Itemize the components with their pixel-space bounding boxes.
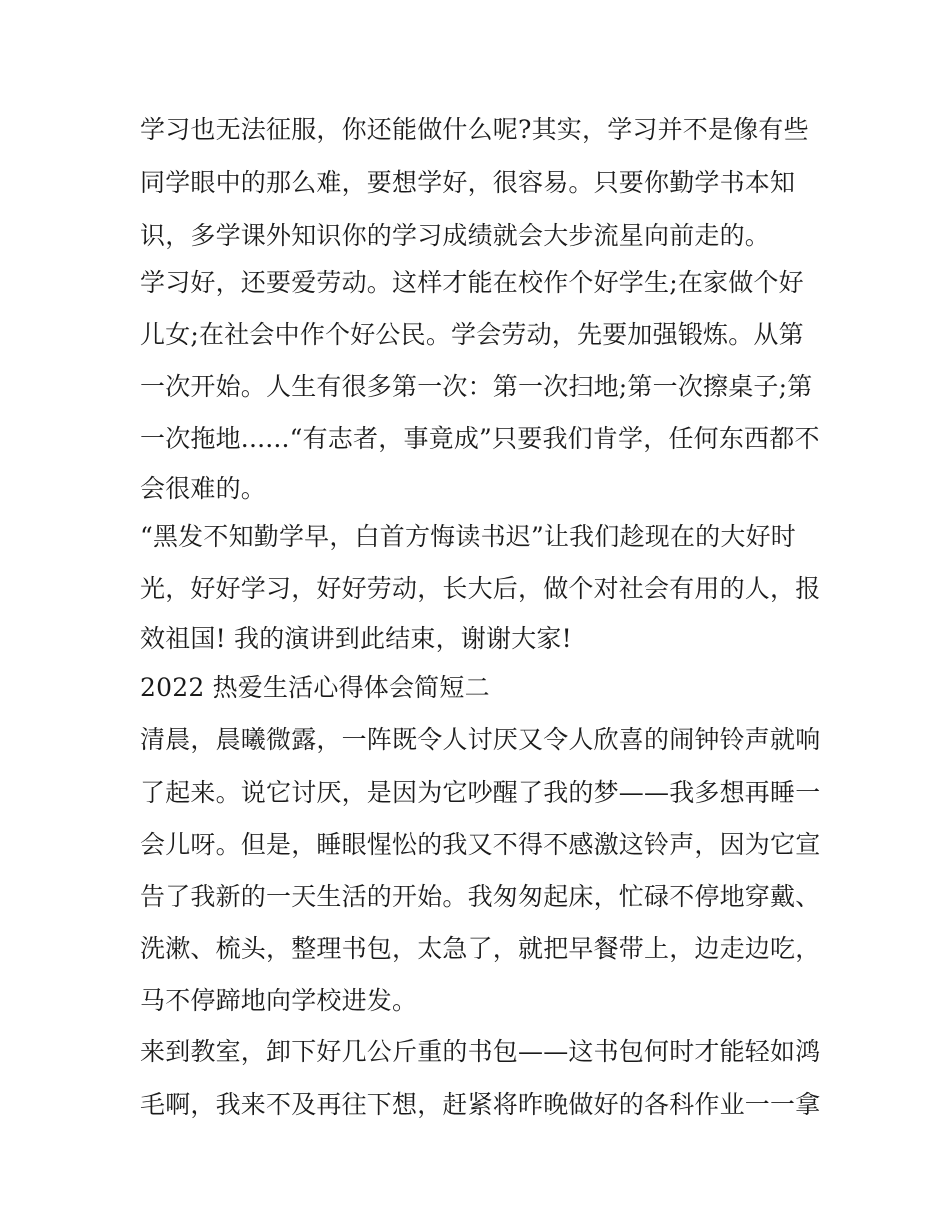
text-line: 学习好，还要爱劳动。这样才能在校作个好学生;在家做个好 — [140, 268, 804, 297]
text-line: 会儿呀。但是，睡眼惺忪的我又不得不感激这铃声，因为它宣 — [140, 830, 821, 859]
text-line: 同学眼中的那么难，要想学好，很容易。只要你勤学书本知 — [140, 168, 796, 197]
text-line: 会很难的。 — [140, 474, 267, 503]
text-line: 清晨，晨曦微露，一阵既令人讨厌又令人欣喜的闹钟铃声就响 — [140, 725, 821, 754]
text-line: 洗漱、梳头，整理书包，太急了，就把早餐带上，边走边吃， — [140, 934, 821, 963]
text-line: 告了我新的一天生活的开始。我匆匆起床，忙碌不停地穿戴、 — [140, 882, 821, 911]
text-line: 马不停蹄地向学校进发。 — [140, 986, 418, 1015]
text-line: 效祖国! 我的演讲到此结束，谢谢大家! — [140, 624, 572, 653]
text-line: 识，多学课外知识你的学习成绩就会大步流星向前走的。 — [140, 221, 771, 250]
text-line: 光，好好学习，好好劳动，长大后，做个对社会有用的人，报 — [140, 574, 821, 603]
text-line: 一次拖地......“有志者，事竟成”只要我们肯学，任何东西都不 — [140, 424, 820, 453]
text-line: 学习也无法征服，你还能做什么呢?其实，学习并不是像有些 — [140, 115, 809, 144]
text-line: “黑发不知勤学早，白首方悔读书迟”让我们趁现在的大好时 — [140, 522, 796, 551]
text-line: 一次开始。人生有很多第一次：第一次扫地;第一次擦桌子;第 — [140, 372, 813, 401]
section-heading: 2022 热爱生活心得体会简短二 — [140, 673, 490, 702]
text-line: 了起来。说它讨厌，是因为它吵醒了我的梦——我多想再睡一 — [140, 778, 821, 807]
text-line: 来到教室，卸下好几公斤重的书包——这书包何时才能轻如鸿 — [140, 1037, 821, 1066]
text-line: 毛啊，我来不及再往下想，赶紧将昨晚做好的各科作业一一拿 — [140, 1090, 821, 1119]
text-line: 儿女;在社会中作个好公民。学会劳动，先要加强锻炼。从第 — [140, 320, 804, 349]
